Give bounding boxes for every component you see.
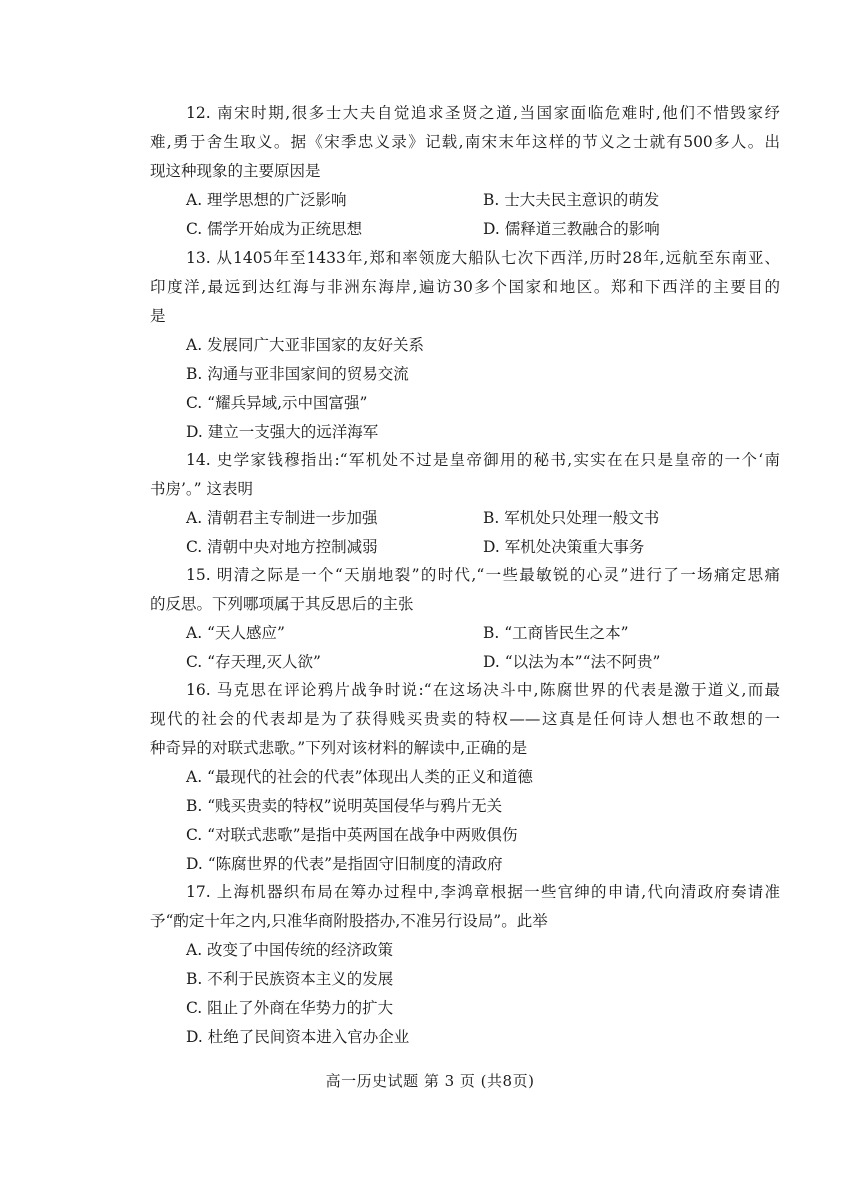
option-a: A. “最现代的社会的代表”体现出人类的正义和道德 [186,768,533,786]
question-15 [150,561,780,677]
option-a: A. 理学思想的广泛影响 [186,191,347,209]
options-list [150,331,780,447]
question-16 [150,676,780,879]
question-stem-line: 难,勇于舍生取义。据《宋季忠义录》记载,南宋末年这样的节义之士就有500多人。出 [150,133,780,151]
option-d: D. 杜绝了民间资本进入官办企业 [186,1028,410,1046]
question-stem-line: 予“酌定十年之内,只准华商附股搭办,不准另行设局”。此举 [150,912,548,930]
question-12 [150,99,780,244]
option-d: D. 建立一支强大的远洋海军 [186,423,379,441]
option-c: C. 阻止了外商在华势力的扩大 [186,999,394,1017]
question-stem-line: 印度洋,最远到达红海与非洲东海岸,遍访30多个国家和地区。郑和下西洋的主要目的 [150,278,780,296]
question-stem-line: 17. 上海机器织布局在筹办过程中,李鸿章根据一些官绅的申请,代向清政府奏请准 [186,883,780,901]
question-stem-line: 16. 马克思在评论鸦片战争时说:“在这场决斗中,陈腐世界的代表是激于道义,而最 [186,681,780,699]
question-stem-line: 书房’。” 这表明 [150,480,254,498]
option-d: D. 军机处决策重大事务 [483,538,645,556]
question-13 [150,244,780,447]
option-c: C. “存天理,灭人欲” [186,653,321,671]
option-d: D. “以法为本”“法不阿贵” [483,653,661,671]
option-b: B. 沟通与亚非国家间的贸易交流 [186,365,409,383]
options-list [150,763,780,879]
option-c: C. 儒学开始成为正统思想 [186,220,363,238]
question-stem-line: 是 [150,307,166,325]
question-stem-line: 种奇异的对联式悲歌。”下列对该材料的解读中,正确的是 [150,739,528,757]
options-grid [150,504,780,562]
option-c: C. 清朝中央对地方控制减弱 [186,538,378,556]
options-grid [150,619,780,677]
options-list [150,936,780,1052]
options-grid [150,186,780,244]
question-stem-line: 的反思。下列哪项属于其反思后的主张 [150,595,414,613]
option-c: C. “耀兵异域,示中国富强” [186,394,368,412]
option-d: D. “陈腐世界的代表”是指固守旧制度的清政府 [186,855,503,873]
question-stem-line: 15. 明清之际是一个“天崩地裂”的时代,“一些最敏锐的心灵”进行了一场痛定思痛 [186,566,780,584]
option-d: D. 儒释道三教融合的影响 [483,220,660,238]
option-b: B. “贱买贵卖的特权”说明英国侵华与鸦片无关 [186,797,503,815]
option-a: A. 改变了中国传统的经济政策 [186,941,394,959]
question-stem-line: 现这种现象的主要原因是 [150,162,321,180]
option-b: B. 军机处只处理一般文书 [483,509,660,527]
option-a: A. 发展同广大亚非国家的友好关系 [186,336,425,354]
option-b: B. 士大夫民主意识的萌发 [483,191,660,209]
option-a: A. 清朝君主专制进一步加强 [186,509,378,527]
question-stem-line: 13. 从1405年至1433年,郑和率领庞大船队七次下西洋,历时28年,远航至东南亚、 [186,249,780,267]
page-footer: 高一历史试题 第 3 页 (共8页) [325,1072,535,1090]
question-stem-line: 12. 南宋时期,很多士大夫自觉追求圣贤之道,当国家面临危难时,他们不惜毁家纾 [186,104,780,122]
option-b: B. 不利于民族资本主义的发展 [186,970,394,988]
option-a: A. “天人感应” [186,624,285,642]
question-stem-line: 现代的社会的代表却是为了获得贱买贵卖的特权——这真是任何诗人想也不敢想的一 [150,710,780,728]
question-14 [150,446,780,562]
option-c: C. “对联式悲歌”是指中英两国在战争中两败俱伤 [186,826,518,844]
question-stem-line: 14. 史学家钱穆指出:“军机处不过是皇帝御用的秘书,实实在在只是皇帝的一个‘南 [186,451,780,469]
question-17 [150,878,780,1052]
option-b: B. “工商皆民生之本” [483,624,629,642]
